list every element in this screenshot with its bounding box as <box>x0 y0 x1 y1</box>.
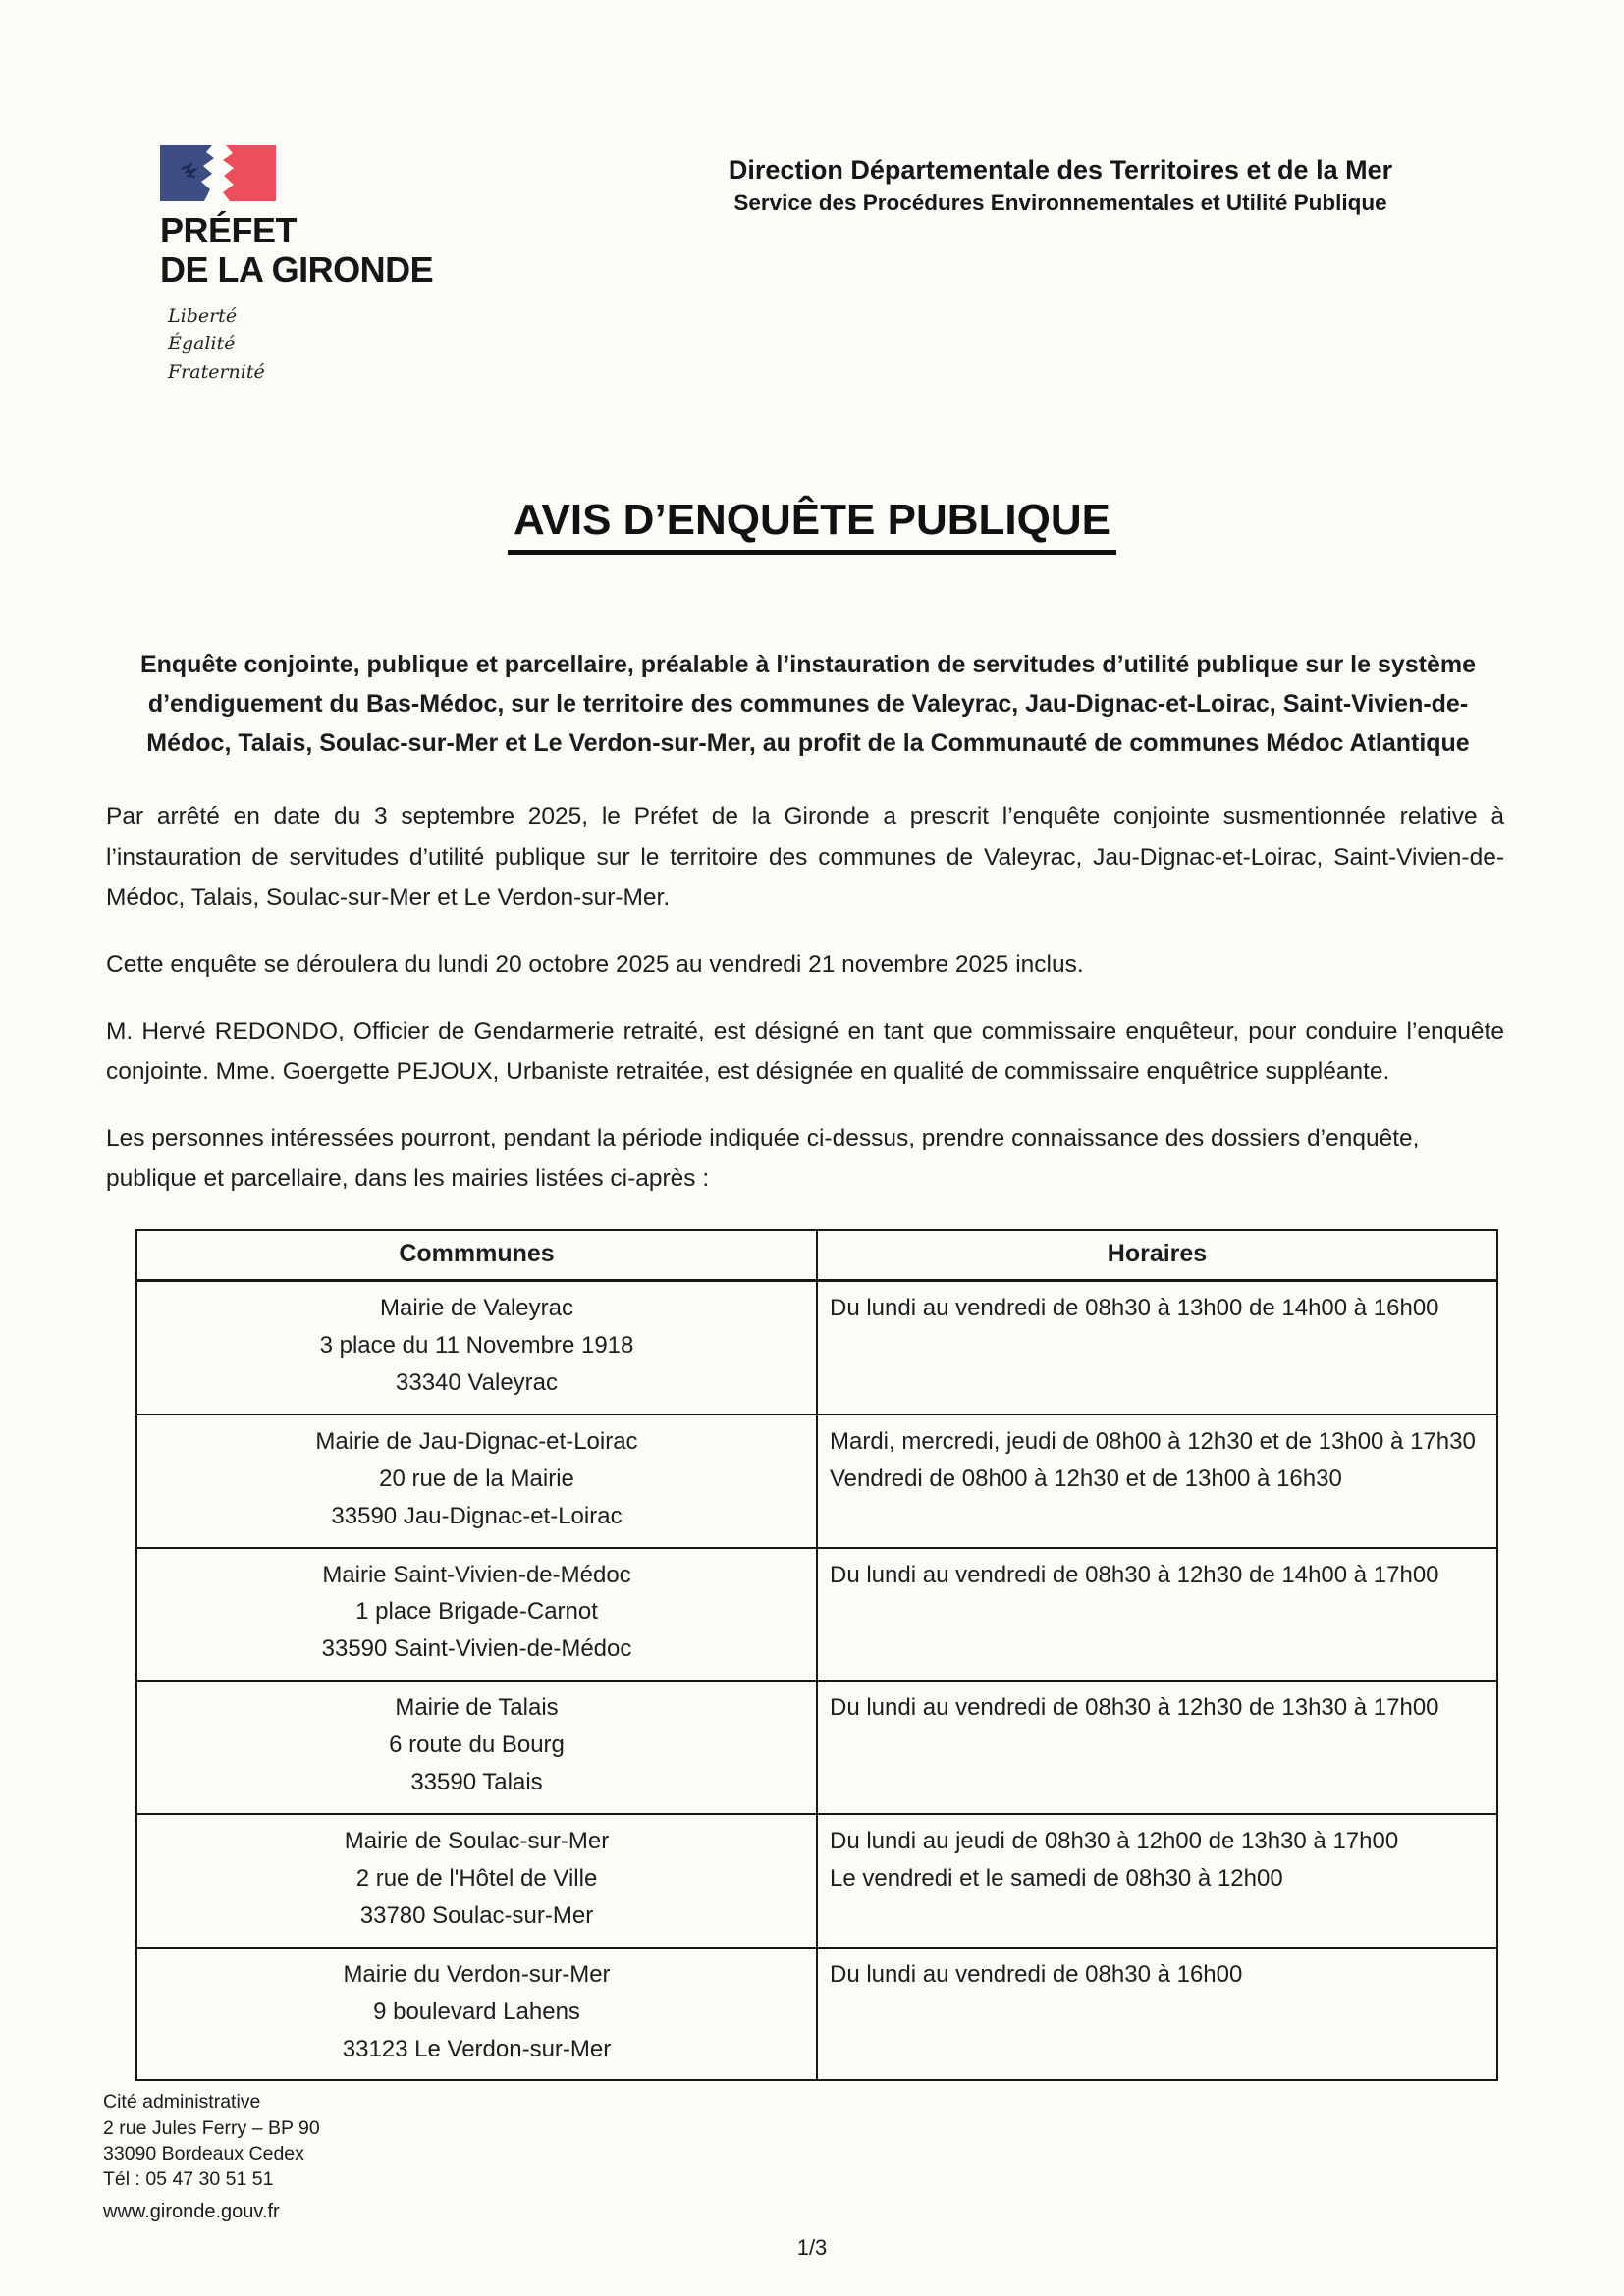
footer-website: www.gironde.gouv.fr <box>103 2200 280 2222</box>
column-header-horaires: Horaires <box>817 1230 1497 1281</box>
horaires-cell <box>817 1948 1497 2081</box>
page-number: 1/3 <box>796 2234 828 2260</box>
commune-cell <box>136 1548 817 1682</box>
list-line: Fraternité <box>168 360 265 383</box>
horaires-line: Du lundi au vendredi de 08h30 à 12h30 de 14h00 à 17h00 <box>830 1561 1439 1588</box>
mairies-schedule-table <box>135 1229 1498 2081</box>
commune-line: Mairie de Jau-Dignac-et-Loirac <box>315 1427 638 1455</box>
commune-line: 33340 Valeyrac <box>396 1368 558 1396</box>
commune-cell <box>136 1415 817 1548</box>
title-wrap <box>0 496 1624 555</box>
paragraph-dates: Cette enquête se déroulera du lundi 20 octobre 2025 au vendredi 21 novembre 2025 inclus. <box>106 950 1084 978</box>
commune-cell <box>136 1281 817 1415</box>
commune-line: 9 boulevard Lahens <box>373 1998 580 2025</box>
horaires-cell <box>817 1281 1497 1415</box>
commune-line: Mairie du Verdon-sur-Mer <box>343 1960 611 1988</box>
horaires-cell <box>817 1548 1497 1682</box>
notice-subject-paragraph: Enquête conjointe, publique et parcellaire, préalable à l’instauration de servitudes d’utilité publique sur le système d’endiguement du Bas-Médoc, sur le territoire des communes de Valeyrac, Jau-Dignac-et-Loirac, Saint-Vivien-de-Médoc, Talais, Soulac-sur-Mer et Le Verdon-sur-Mer, au profit de la Communauté de communes Médoc Atlantique <box>139 651 1477 757</box>
paragraph-arrete: Par arrêté en date du 3 septembre 2025, le Préfet de la Gironde a prescrit l’enquête conjointe susmentionnée relative à l’instauration de servitudes d’utilité publique sur le territoire des communes de Valeyrac, Jau-Dignac-et-Loirac, Saint-Vivien-de-Médoc, Talais, Soulac-sur-Mer et Le Verdon-sur-Mer. <box>106 803 1504 912</box>
horaires-line: Le vendredi et le samedi de 08h30 à 12h00 <box>830 1864 1283 1892</box>
commune-line: 33590 Jau-Dignac-et-Loirac <box>331 1502 623 1529</box>
prefecture-name-line1: PRÉFET <box>160 210 298 250</box>
flag-red-panel <box>223 145 276 201</box>
paragraph-commissaire: M. Hervé REDONDO, Officier de Gendarmerie retraité, est désigné en tant que commissaire enquêteur, pour conduire l’enquête conjointe. Mme. Goergette PEJOUX, Urbaniste retraitée, est désignée en qualité de commissaire enquêtrice suppléante. <box>106 1017 1504 1086</box>
paragraph-consultation: Les personnes intéressées pourront, pendant la période indiquée ci-dessus, prendre connaissance des dossiers d’enquête, publique et parcellaire, dans les mairies listées ci-après : <box>106 1124 1420 1193</box>
commune-line: 1 place Brigade-Carnot <box>355 1598 598 1626</box>
schedule-table-body <box>136 1281 1497 2081</box>
commune-cell <box>136 1948 817 2081</box>
table-row <box>136 1548 1497 1682</box>
issuing-service-block <box>589 155 1532 216</box>
direction-name: Direction Départementale des Territoires et de la Mer <box>728 155 1393 185</box>
commune-cell <box>136 1814 817 1948</box>
table-row <box>136 1415 1497 1548</box>
list-line: 33090 Bordeaux Cedex <box>103 2142 304 2164</box>
commune-line: 33590 Saint-Vivien-de-Médoc <box>321 1635 632 1663</box>
prefecture-name-line2: DE LA GIRONDE <box>160 249 434 291</box>
commune-line: 33780 Soulac-sur-Mer <box>359 1901 594 1929</box>
column-header-communes: Commmunes <box>136 1230 817 1281</box>
commune-line: 20 rue de la Mairie <box>379 1465 574 1492</box>
commune-line: 6 route du Bourg <box>389 1732 565 1759</box>
horaires-cell <box>817 1415 1497 1548</box>
horaires-line: Mardi, mercredi, jeudi de 08h00 à 12h30 et de 13h00 à 17h30 <box>830 1427 1476 1455</box>
horaires-cell <box>817 1681 1497 1814</box>
horaires-line: Du lundi au vendredi de 08h30 à 16h00 <box>830 1960 1243 1988</box>
commune-line: 33123 Le Verdon-sur-Mer <box>342 2035 612 2062</box>
table-row <box>136 1814 1497 1948</box>
commune-line: 2 rue de l'Hôtel de Ville <box>355 1864 598 1892</box>
horaires-line: Vendredi de 08h00 à 12h30 et de 13h00 à 16h30 <box>830 1465 1342 1492</box>
list-line: Liberté <box>168 304 238 327</box>
service-name: Service des Procédures Environnementales et Utilité Publique <box>733 190 1387 215</box>
table-row <box>136 1948 1497 2081</box>
document-title: AVIS D’ENQUÊTE PUBLIQUE <box>508 496 1116 555</box>
commune-cell <box>136 1681 817 1814</box>
list-line: Tél : 05 47 30 51 51 <box>103 2167 274 2190</box>
commune-line: Mairie de Valeyrac <box>380 1295 573 1322</box>
table-header-row <box>136 1230 1497 1281</box>
table-row <box>136 1681 1497 1814</box>
list-line: Égalité <box>168 333 236 355</box>
commune-line: 33590 Talais <box>410 1769 543 1796</box>
commune-line: Mairie Saint-Vivien-de-Médoc <box>322 1561 631 1588</box>
document-header <box>0 0 1624 486</box>
republic-motto <box>168 302 433 387</box>
commune-line: Mairie de Talais <box>395 1694 559 1722</box>
horaires-cell <box>817 1814 1497 1948</box>
list-line: 2 rue Jules Ferry – BP 90 <box>103 2116 320 2139</box>
table-row <box>136 1281 1497 1415</box>
footer-address <box>103 2089 1624 2192</box>
commune-line: Mairie de Soulac-sur-Mer <box>344 1828 610 1854</box>
french-flag-marianne-icon <box>160 145 276 201</box>
list-line: Cité administrative <box>103 2091 261 2113</box>
government-logo-block <box>160 145 433 386</box>
flag-blue-panel <box>160 145 214 201</box>
horaires-line: Du lundi au vendredi de 08h30 à 12h30 de 13h30 à 17h00 <box>830 1694 1439 1722</box>
horaires-line: Du lundi au vendredi de 08h30 à 13h00 de 14h00 à 16h00 <box>830 1295 1439 1322</box>
horaires-line: Du lundi au jeudi de 08h30 à 12h00 de 13h30 à 17h00 <box>830 1828 1399 1854</box>
commune-line: 3 place du 11 Novembre 1918 <box>319 1332 634 1360</box>
prefecture-name <box>160 211 433 291</box>
